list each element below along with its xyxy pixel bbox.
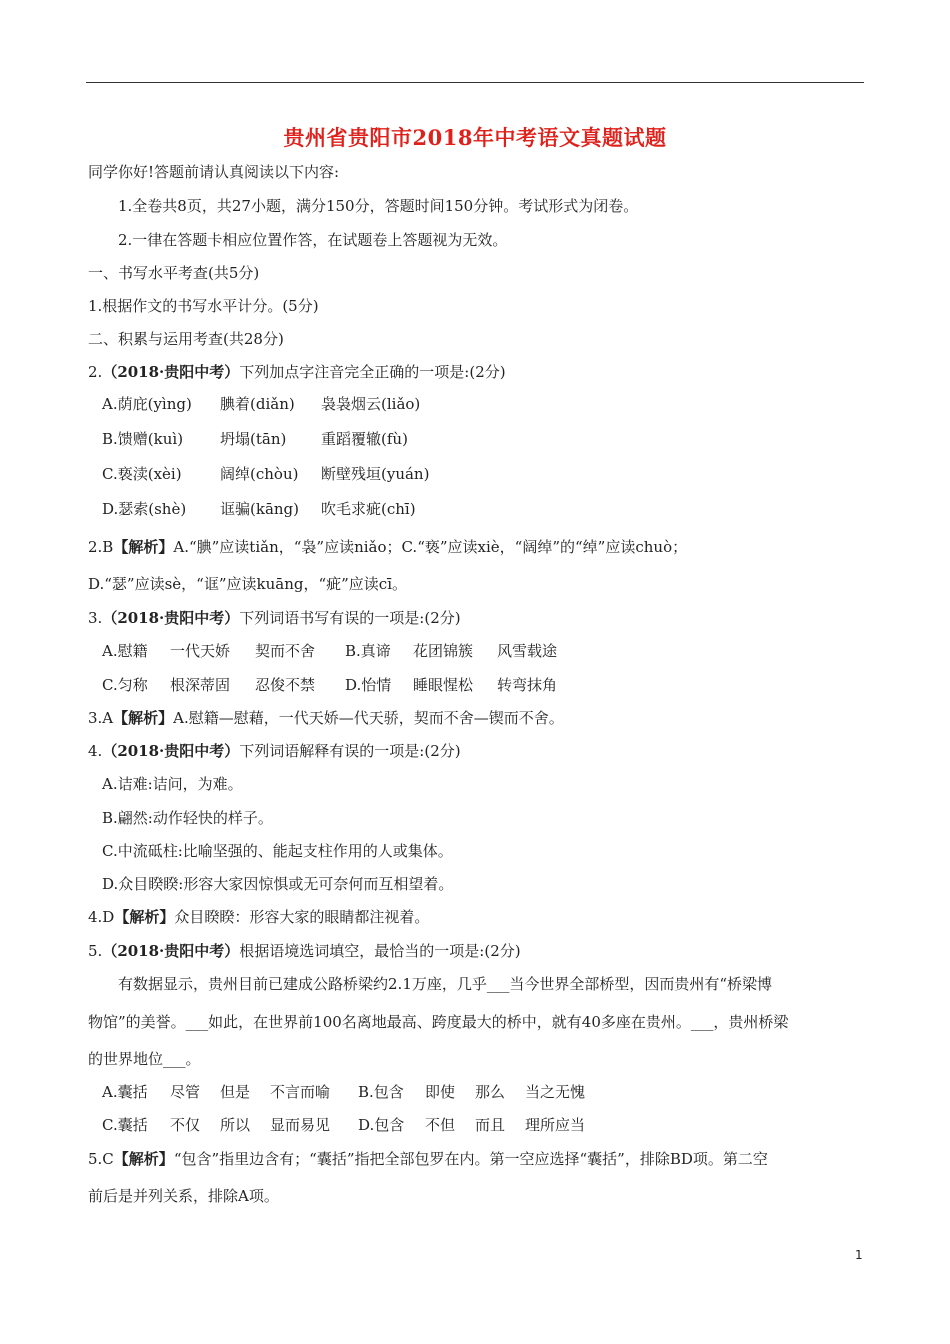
q2-option-b <box>102 429 408 449</box>
question-4 <box>88 741 461 761</box>
q4-option-d: D.众目睽睽:形容大家因惊惧或无可奈何而互相望着。 <box>102 875 454 893</box>
option-cell: 诓骗(kāng) <box>220 500 299 518</box>
option-cell: 腆着(diǎn) <box>220 395 295 413</box>
option-cell: 不但 <box>425 1116 456 1134</box>
q3-answer <box>88 708 564 728</box>
header-rule <box>86 82 864 83</box>
option-cell: 花团锦簇 <box>413 642 474 660</box>
answer-label: 4.D <box>88 908 115 926</box>
q3-options-row-2 <box>102 675 557 695</box>
question-number: 3. <box>88 609 103 627</box>
option-cell: 坍塌(tān) <box>220 430 287 448</box>
option-cell: A.囊括 <box>102 1083 148 1101</box>
answer-text: A.慰籍—慰藉，一代天娇—代天骄，契而不舍—锲而不舍。 <box>173 709 564 727</box>
answer-label: 3.A <box>88 709 114 727</box>
option-cell: 当之无愧 <box>525 1083 586 1101</box>
answer-label: 5.C <box>88 1150 114 1168</box>
question-stem: 下列词语书写有误的一项是:(2分) <box>239 609 461 627</box>
q5-passage-line-1: 有数据显示，贵州目前已建成公路桥梁约2.1万座，几乎___当今世界全部桥型，因而贵州有“桥梁博 <box>118 975 773 993</box>
page-number: 1 <box>855 1248 863 1262</box>
section-heading-2: 二、积累与运用考查(共28分) <box>88 330 284 348</box>
option-cell: B.包含 <box>358 1083 404 1101</box>
question-source: （2018·贵阳中考） <box>102 742 240 760</box>
option-cell: A.荫庇(yìng) <box>102 395 192 413</box>
intro-rule-2: 2.一律在答题卡相应位置作答，在试题卷上答题视为无效。 <box>118 231 508 249</box>
answer-tag: 【解析】 <box>113 538 174 556</box>
option-cell: 即使 <box>425 1083 456 1101</box>
option-cell: B.馈赠(kuì) <box>102 430 184 448</box>
question-number: 4. <box>88 742 103 760</box>
option-cell: 显而易见 <box>270 1116 331 1134</box>
q5-options-row-1 <box>102 1082 585 1102</box>
question-source: （2018·贵阳中考） <box>102 609 240 627</box>
q5-passage-line-3: 的世界地位___。 <box>88 1050 201 1068</box>
option-cell: 袅袅烟云(liǎo) <box>321 395 421 413</box>
question-3 <box>88 608 461 628</box>
q4-answer <box>88 907 429 927</box>
option-cell: D.包含 <box>358 1116 405 1134</box>
answer-tag: 【解析】 <box>113 709 174 727</box>
question-source: （2018·贵阳中考） <box>102 363 240 381</box>
option-cell: 阔绰(chòu) <box>220 465 299 483</box>
question-number: 2. <box>88 363 103 381</box>
option-cell: 转弯抹角 <box>497 676 558 694</box>
intro-rule-1: 1.全卷共8页，共27小题，满分150分，答题时间150分钟。考试形式为闭卷。 <box>118 197 639 215</box>
option-cell: D.瑟索(shè) <box>102 500 187 518</box>
option-cell: 那么 <box>475 1083 506 1101</box>
option-cell: B.真谛 <box>345 642 391 660</box>
question-source: （2018·贵阳中考） <box>102 942 240 960</box>
question-5 <box>88 941 521 961</box>
question-number: 5. <box>88 942 103 960</box>
q4-option-a: A.诘难:诘问，为难。 <box>102 775 243 793</box>
option-cell: 理所应当 <box>525 1116 586 1134</box>
question-stem: 下列加点字注音完全正确的一项是:(2分) <box>239 363 506 381</box>
question-1: 1.根据作文的书写水平计分。(5分) <box>88 297 319 315</box>
option-cell: 但是 <box>220 1083 251 1101</box>
question-2 <box>88 362 506 382</box>
q5-answer <box>88 1149 768 1169</box>
q3-options-row-1 <box>102 641 557 661</box>
option-cell: 所以 <box>220 1116 251 1134</box>
q4-option-c: C.中流砥柱:比喻坚强的、能起支柱作用的人或集体。 <box>102 842 453 860</box>
q5-passage-line-2: 物馆”的美誉。___如此，在世界前100名离地最高、跨度最大的桥中，就有40多座在贵州。___，贵州桥梁 <box>88 1013 789 1031</box>
option-cell: 不言而喻 <box>270 1083 331 1101</box>
answer-label: 2.B <box>88 538 114 556</box>
answer-tag: 【解析】 <box>114 908 175 926</box>
option-cell: 尽管 <box>170 1083 201 1101</box>
option-cell: 根深蒂固 <box>170 676 231 694</box>
question-stem: 下列词语解释有误的一项是:(2分) <box>239 742 461 760</box>
q5-options-row-2 <box>102 1115 585 1135</box>
option-cell: 一代天娇 <box>170 642 231 660</box>
q2-option-a <box>102 394 420 414</box>
option-cell: C.亵渎(xèi) <box>102 465 182 483</box>
option-cell: 不仅 <box>170 1116 201 1134</box>
q2-answer-cont: D.“瑟”应读sè，“诓”应读kuāng，“疵”应读cī。 <box>88 575 408 593</box>
option-cell: 忍俊不禁 <box>255 676 316 694</box>
option-cell: C.匀称 <box>102 676 148 694</box>
answer-tag: 【解析】 <box>113 1150 174 1168</box>
q4-option-b: B.翩然:动作轻快的样子。 <box>102 809 273 827</box>
intro-greeting: 同学你好!答题前请认真阅读以下内容: <box>88 163 340 181</box>
option-cell: 断壁残垣(yuán) <box>321 465 430 483</box>
option-cell: 而且 <box>475 1116 506 1134</box>
q2-option-c <box>102 464 429 484</box>
option-cell: 重蹈覆辙(fù) <box>321 430 408 448</box>
option-cell: A.慰籍 <box>102 642 148 660</box>
option-cell: 风雪载途 <box>497 642 558 660</box>
option-cell: 吹毛求疵(chī) <box>321 500 416 518</box>
option-cell: 睡眼惺松 <box>413 676 474 694</box>
answer-text: A.“腆”应读tiǎn，“袅”应读niǎo；C.“亵”应读xiè，“阔绰”的“绰”应读chuò； <box>173 538 688 556</box>
option-cell: 契而不舍 <box>255 642 316 660</box>
section-heading-1: 一、书写水平考查(共5分) <box>88 264 260 282</box>
q5-answer-cont: 前后是并列关系，排除A项。 <box>88 1187 279 1205</box>
question-stem: 根据语境选词填空，最恰当的一项是:(2分) <box>239 942 521 960</box>
page-title: 贵州省贵阳市2018年中考语文真题试题 <box>283 125 667 150</box>
option-cell: C.囊括 <box>102 1116 148 1134</box>
answer-text: “包含”指里边含有；“囊括”指把全部包罗在内。第一空应选择“囊括”，排除BD项。第二空 <box>173 1150 768 1168</box>
answer-text: 众目睽睽：形容大家的眼睛都注视着。 <box>174 908 430 926</box>
q2-answer <box>88 537 687 557</box>
option-cell: D.怡情 <box>345 676 392 694</box>
q2-option-d <box>102 499 416 519</box>
